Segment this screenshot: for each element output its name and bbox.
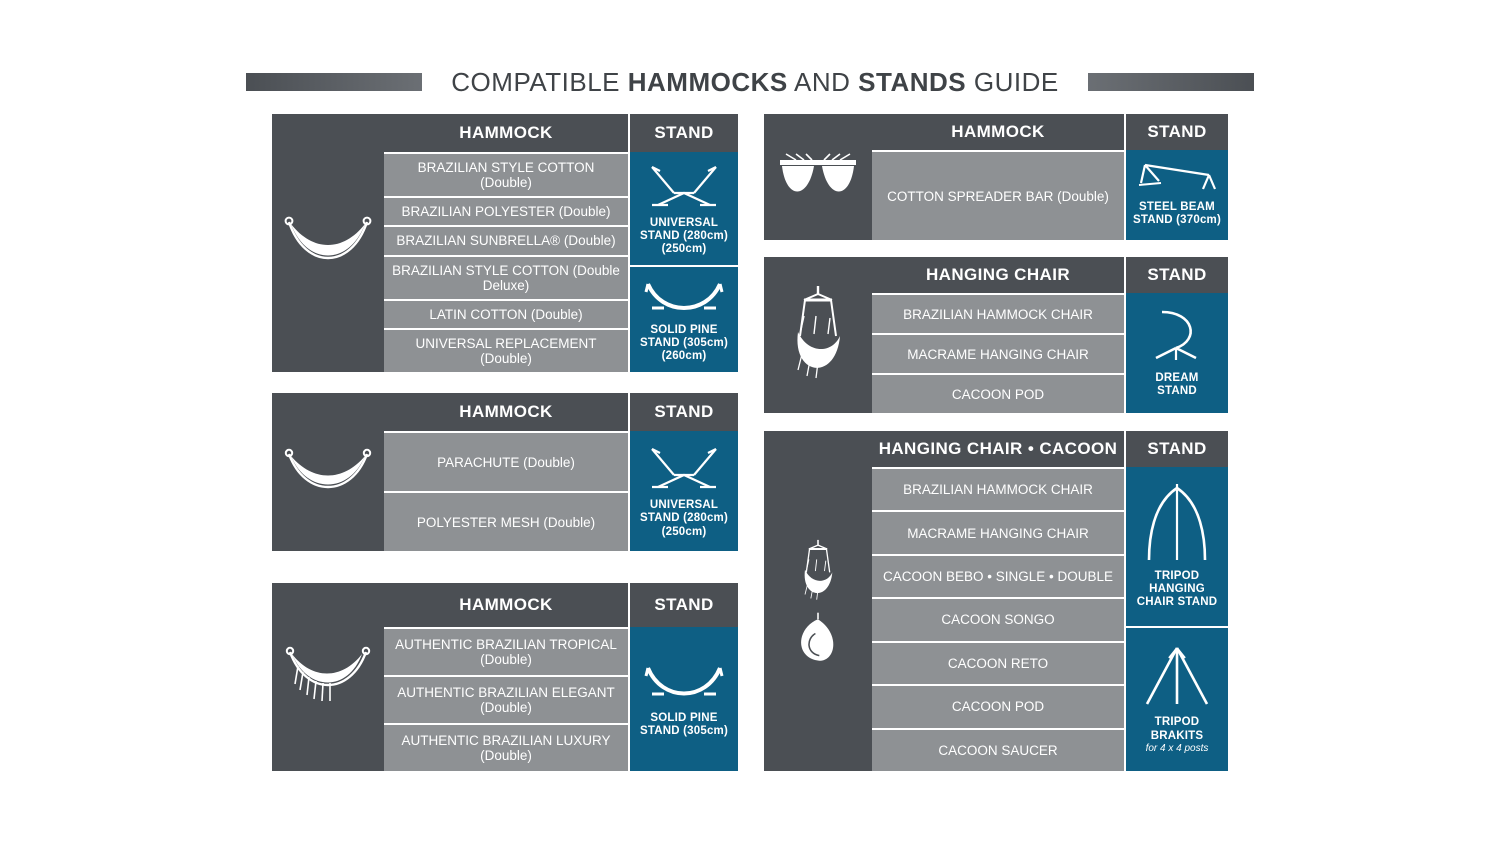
header-hammock: HAMMOCK [872, 114, 1124, 150]
title-part-guide: GUIDE [966, 66, 1059, 97]
stand-tripod-brakits [1126, 626, 1228, 771]
hammock-icon [272, 393, 384, 551]
table-row: CACOON POD [872, 373, 1124, 413]
steel-beam-stand-icon [1135, 161, 1219, 197]
block-spreader-bar-hammock [764, 114, 1228, 240]
stand-label: TRIPOD HANGING CHAIR STAND [1136, 569, 1218, 609]
metal-arc-stand-icon [644, 159, 724, 213]
header-stand: STAND [1126, 431, 1228, 467]
hammock-icon [272, 114, 384, 372]
block-hanging-chair-cacoon [764, 431, 1228, 771]
header-hammock: HAMMOCK [384, 583, 628, 627]
title-part-stands: STANDS [858, 66, 967, 97]
header-hanging-chair-cacoon: HANGING CHAIR • CACOON [872, 431, 1124, 467]
block-parachute-hammocks [272, 393, 738, 551]
table-row: POLYESTER MESH (Double) [384, 491, 628, 551]
fringed-hammock-icon [272, 583, 384, 771]
stand-label: SOLID PINE STAND (305cm) [639, 711, 729, 737]
stand-label: SOLID PINE STAND (305cm) (260cm) [639, 323, 729, 363]
stand-label: DREAM STAND [1155, 371, 1199, 397]
table-row: BRAZILIAN HAMMOCK CHAIR [872, 467, 1124, 510]
title-part-compatible: COMPATIBLE [451, 66, 628, 97]
stand-dream [1126, 293, 1228, 413]
stand-universal [630, 431, 738, 551]
header-hanging-chair: HANGING CHAIR [872, 257, 1124, 293]
table-row: AUTHENTIC BRAZILIAN LUXURY (Double) [384, 723, 628, 771]
title-bar-left [246, 73, 422, 91]
hanging-chair-and-cacoon-icon [764, 431, 872, 771]
table-row: AUTHENTIC BRAZILIAN TROPICAL (Double) [384, 627, 628, 675]
metal-arc-stand-icon [644, 441, 724, 495]
page-title [246, 62, 1254, 102]
header-hammock: HAMMOCK [384, 114, 628, 152]
table-row: PARACHUTE (Double) [384, 431, 628, 491]
table-row: COTTON SPREADER BAR (Double) [872, 150, 1124, 240]
hanging-chair-icon [764, 257, 872, 413]
block-authentic-brazilian-hammocks [272, 583, 738, 771]
table-row: BRAZILIAN SUNBRELLA® (Double) [384, 225, 628, 254]
spreader-bar-hammock-icon [764, 114, 872, 240]
stand-sublabel: for 4 x 4 posts [1145, 742, 1209, 754]
header-stand: STAND [630, 114, 738, 152]
table-row: BRAZILIAN STYLE COTTON (Double Deluxe) [384, 255, 628, 299]
tripod-hanging-chair-stand-icon [1139, 482, 1215, 566]
stand-label: UNIVERSAL STAND (280cm) (250cm) [639, 499, 729, 538]
table-row: BRAZILIAN HAMMOCK CHAIR [872, 293, 1124, 333]
header-stand: STAND [630, 393, 738, 431]
header-stand: STAND [630, 583, 738, 627]
table-row: MACRAME HANGING CHAIR [872, 333, 1124, 373]
stand-label: UNIVERSAL STAND (280cm) (250cm) [639, 216, 729, 256]
stand-label: STEEL BEAM STAND (370cm) [1132, 200, 1222, 226]
wood-arc-stand-icon [642, 658, 726, 708]
header-stand: STAND [1126, 257, 1228, 293]
stand-solid-pine [630, 627, 738, 771]
table-row: LATIN COTTON (Double) [384, 299, 628, 328]
table-row: CACOON SONGO [872, 597, 1124, 640]
stand-steel-beam [1126, 150, 1228, 240]
title-bar-right [1088, 73, 1254, 91]
wood-arc-stand-icon [642, 274, 726, 320]
tripod-brakits-icon [1139, 642, 1215, 712]
table-row: AUTHENTIC BRAZILIAN ELEGANT (Double) [384, 675, 628, 723]
header-stand: STAND [1126, 114, 1228, 150]
table-row: BRAZILIAN POLYESTER (Double) [384, 196, 628, 225]
table-row: BRAZILIAN STYLE COTTON (Double) [384, 152, 628, 196]
title-text [422, 67, 1088, 98]
table-row: UNIVERSAL REPLACEMENT (Double) [384, 328, 628, 372]
title-part-hammocks: HAMMOCKS [627, 66, 788, 97]
stand-label: TRIPOD BRAKITS [1150, 716, 1204, 742]
block-brazilian-hammocks [272, 114, 738, 372]
table-row: CACOON RETO [872, 641, 1124, 684]
title-part-and: AND [787, 66, 859, 97]
stand-solid-pine [630, 265, 738, 372]
dream-stand-icon [1142, 306, 1212, 368]
stand-universal [630, 152, 738, 265]
table-row: CACOON BEBO • SINGLE • DOUBLE [872, 554, 1124, 597]
table-row: MACRAME HANGING CHAIR [872, 510, 1124, 553]
header-hammock: HAMMOCK [384, 393, 628, 431]
block-hanging-chair [764, 257, 1228, 413]
table-row: CACOON POD [872, 684, 1124, 727]
table-row: CACOON SAUCER [872, 728, 1124, 771]
stand-tripod-hanging-chair [1126, 467, 1228, 626]
